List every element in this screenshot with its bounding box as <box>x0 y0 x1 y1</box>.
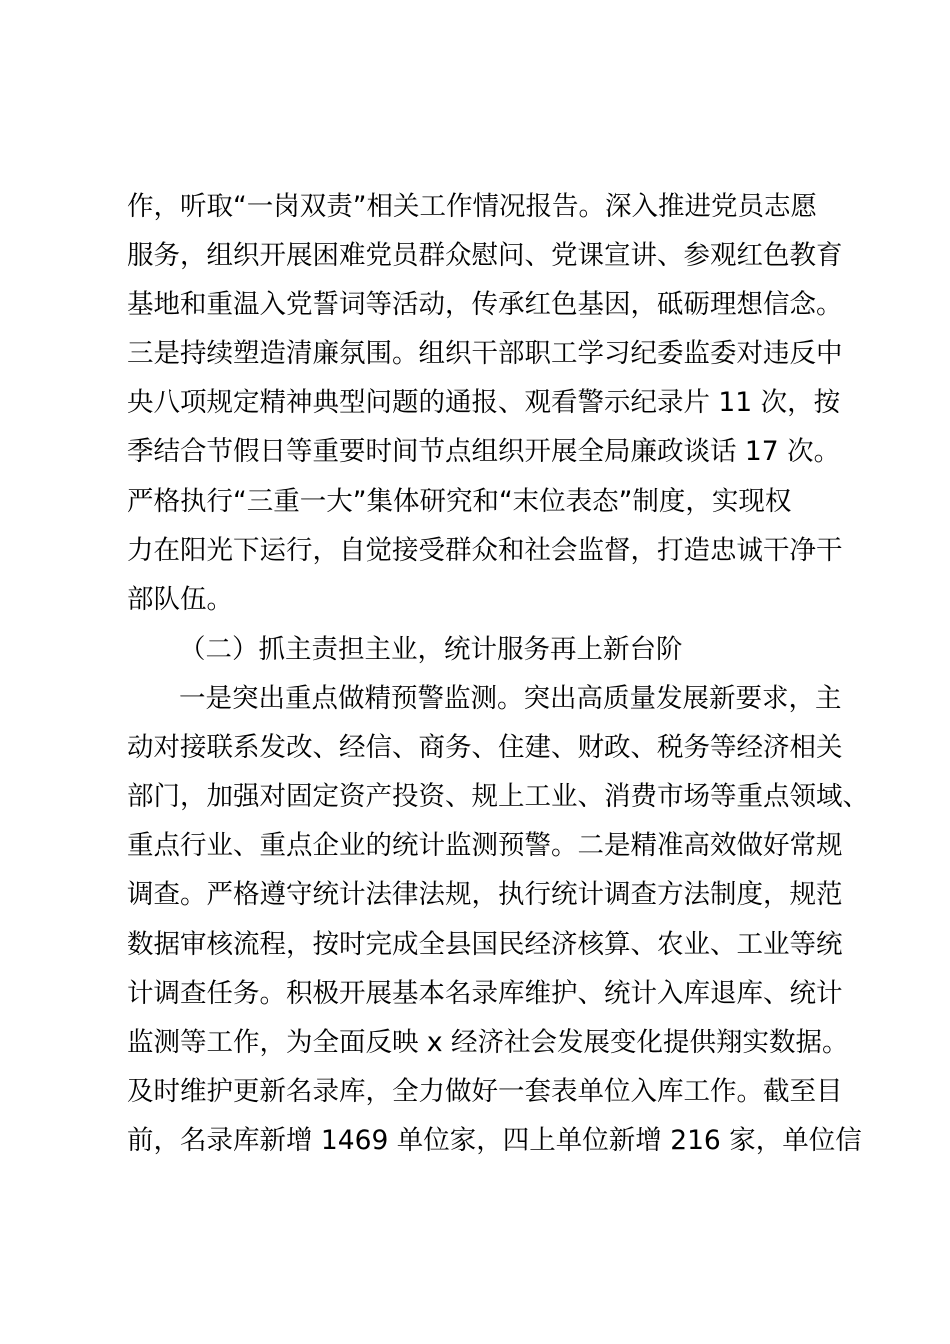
text-line: 作，听取“一岗双责”相关工作情况报告。深入推进党员志愿 <box>127 191 817 222</box>
text-line: 及时维护更新名录库，全力做好一套表单位入库工作。截至目 <box>127 1075 843 1107</box>
text-line: 一是突出重点做精预警监测。突出高质量发展新要求，主 <box>179 683 842 715</box>
paragraph-continuation <box>127 182 843 624</box>
text-line: 数据审核流程，按时完成全县国民经济核算、农业、工业等统 <box>127 928 843 960</box>
text-line: 动对接联系发改、经信、商务、住建、财政、税务等经济相关 <box>127 732 843 764</box>
text-line: 季结合节假日等重要时间节点组织开展全局廉政谈话 17 次。 <box>127 436 841 468</box>
text-line: 重点行业、重点企业的统计监测预警。二是精准高效做好常规 <box>127 830 843 862</box>
text-line: 服务，组织开展困难党员群众慰问、党课宣讲、参观红色教育 <box>127 240 843 272</box>
text-line: 计调查任务。积极开展基本名录库维护、统计入库退库、统计 <box>127 977 843 1009</box>
text-line: 三是持续塑造清廉氛围。组织干部职工学习纪委监委对违反中 <box>127 338 843 370</box>
text-line: 部队伍。 <box>127 583 233 615</box>
text-line: 央八项规定精神典型问题的通报、观看警示纪录片 11 次，按 <box>127 387 841 419</box>
section-two <box>127 625 869 1165</box>
text-line: 调查。严格遵守统计法律法规，执行统计调查方法制度，规范 <box>127 879 843 911</box>
section-heading: （二）抓主责担主业，统计服务再上新台阶 <box>179 634 683 665</box>
text-line: 前，名录库新增 1469 单位家，四上单位新增 216 家，单位信 <box>127 1124 862 1156</box>
text-line: 严格执行“三重一大”集体研究和“末位表态”制度，实现权 <box>127 485 792 517</box>
text-line: 基地和重温入党誓词等活动，传承红色基因，砥砺理想信念。 <box>127 289 843 321</box>
text-line: 力在阳光下运行，自觉接受群众和社会监督，打造忠诚干净干 <box>127 534 843 566</box>
text-line: 监测等工作，为全面反映 x 经济社会发展变化提供翔实数据。 <box>127 1026 849 1058</box>
text-line: 部门，加强对固定资产投资、规上工业、消费市场等重点领域、 <box>127 781 869 813</box>
